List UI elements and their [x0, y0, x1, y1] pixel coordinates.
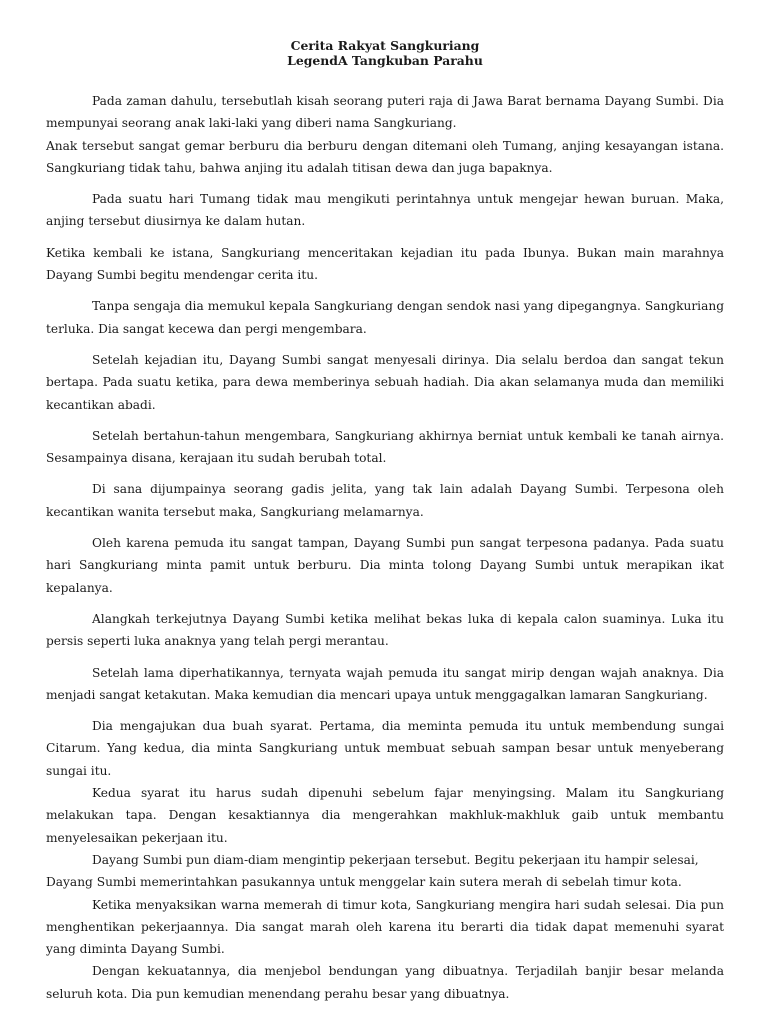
- document-title: Cerita Rakyat Sangkuriang: [290, 38, 480, 53]
- paragraph: Setelah kejadian itu, Dayang Sumbi sangat menyesali dirinya. Dia selalu berdoa dan sangat tekun bertapa. Pada suatu ketika, para dewa memberinya sebuah hadiah. Dia akan selamanya muda dan memiliki kecantikan abadi.: [46, 352, 724, 412]
- paragraph: Anak tersebut sangat gemar berburu dia berburu dengan ditemani oleh Tumang, anjing kesayangan istana. Sangkuriang tidak tahu, bahwa anjing itu adalah titisan dewa dan juga bapaknya.: [46, 138, 724, 175]
- paragraph: Dengan kekuatannya, dia menjebol bendungan yang dibuatnya. Terjadilah banjir besar melanda seluruh kota. Dia pun kemudian menendang perahu besar yang dibuatnya.: [46, 964, 724, 1001]
- paragraph: Dia mengajukan dua buah syarat. Pertama, dia meminta pemuda itu untuk membendung sungai Citarum. Yang kedua, dia minta Sangkuriang untuk membuat sebuah sampan besar untuk menyeberang sungai itu.: [46, 719, 724, 778]
- paragraph: Ketika menyaksikan warna memerah di timur kota, Sangkuriang mengira hari sudah selesai. Dia pun menghentikan pekerjaannya. Dia sangat marah oleh karena itu berarti dia tidak dapat memenuhi syarat yang diminta Dayang Sumbi.: [46, 897, 724, 957]
- title-block: [46, 38, 724, 68]
- document-page: [46, 38, 724, 1005]
- paragraph: Pada suatu hari Tumang tidak mau mengikuti perintahnya untuk mengejar hewan buruan. Maka, anjing tersebut diusirnya ke dalam hutan.: [46, 192, 724, 229]
- paragraph: Tanpa sengaja dia memukul kepala Sangkuriang dengan sendok nasi yang dipegangnya. Sangkuriang terluka. Dia sangat kecewa dan pergi mengembara.: [46, 299, 724, 336]
- paragraph: Setelah lama diperhatikannya, ternyata wajah pemuda itu sangat mirip dengan wajah anaknya. Dia menjadi sangat ketakutan. Maka kemudian dia mencari upaya untuk menggagalkan lamaran Sangkuriang.: [46, 665, 724, 702]
- paragraph: Ketika kembali ke istana, Sangkuriang menceritakan kejadian itu pada Ibunya. Bukan main marahnya Dayang Sumbi begitu mendengar cerita itu.: [46, 245, 724, 283]
- paragraph: Di sana dijumpainya seorang gadis jelita, yang tak lain adalah Dayang Sumbi. Terpesona oleh kecantikan wanita tersebut maka, Sangkuriang melamarnya.: [46, 482, 724, 519]
- paragraph: Dayang Sumbi memerintahkan pasukannya untuk menggelar kain sutera merah di sebelah timur kota.: [46, 875, 682, 890]
- paragraph: Alangkah terkejutnya Dayang Sumbi ketika melihat bekas luka di kepala calon suaminya. Luka itu persis seperti luka anaknya yang telah pergi merantau.: [46, 611, 724, 649]
- paragraph: Setelah bertahun-tahun mengembara, Sangkuriang akhirnya berniat untuk kembali ke tanah airnya. Sesampainya disana, kerajaan itu sudah berubah total.: [46, 428, 724, 466]
- paragraph: Kedua syarat itu harus sudah dipenuhi sebelum fajar menyingsing. Malam itu Sangkuriang melakukan tapa. Dengan kesaktiannya dia mengerahkan makhluk-makhluk gaib untuk membantu menyelesaikan pekerjaan itu.: [46, 786, 724, 845]
- paragraph: Oleh karena pemuda itu sangat tampan, Dayang Sumbi pun sangat terpesona padanya. Pada suatu hari Sangkuriang minta pamit untuk berburu. Dia minta tolong Dayang Sumbi untuk merapikan ikat kepalanya.: [46, 536, 724, 595]
- paragraph: Dayang Sumbi pun diam-diam mengintip pekerjaan tersebut. Begitu pekerjaan itu hampir selesai,: [92, 852, 699, 867]
- document-subtitle: LegendA Tangkuban Parahu: [287, 53, 483, 68]
- paragraph: Pada zaman dahulu, tersebutlah kisah seorang puteri raja di Jawa Barat bernama Dayang Sumbi. Dia mempunyai seorang anak laki-laki yang diberi nama Sangkuriang.: [46, 94, 724, 131]
